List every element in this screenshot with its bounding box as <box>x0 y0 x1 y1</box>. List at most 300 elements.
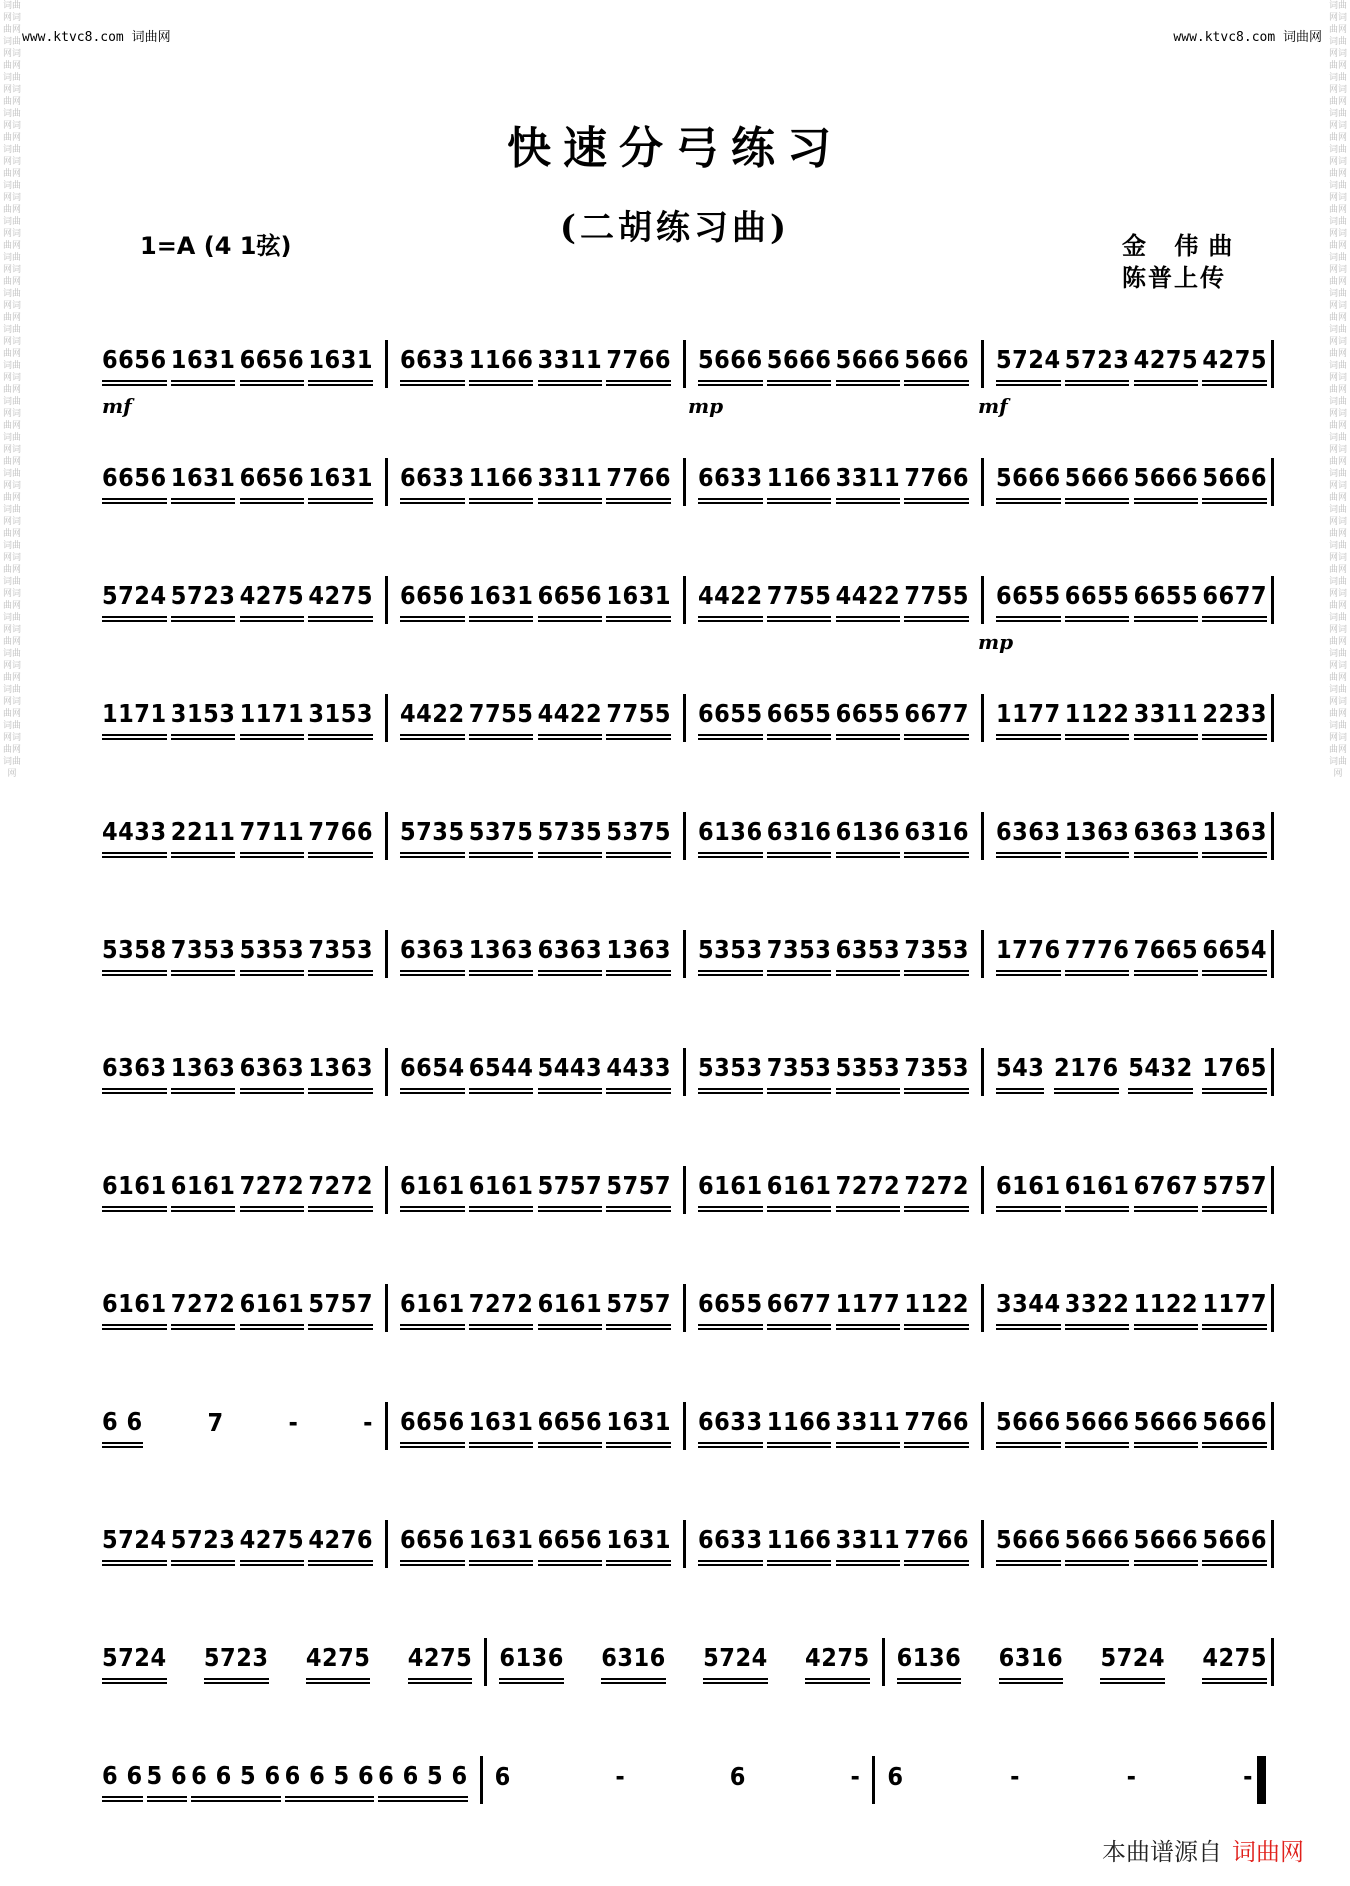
note-group: - <box>850 1761 861 1791</box>
note-group: 5723 <box>1065 347 1130 382</box>
note-group: 7766 <box>904 1409 969 1444</box>
note-group: 6633 <box>698 1409 763 1444</box>
measure <box>992 1052 1271 1090</box>
note-group: 6 <box>729 1761 746 1791</box>
note-group: 6161 <box>1065 1173 1130 1208</box>
barline <box>1271 1166 1274 1214</box>
note-group: 5724 <box>102 583 167 618</box>
barline <box>1271 1048 1274 1096</box>
score-system <box>98 1362 1274 1480</box>
note-group: 6633 <box>400 465 465 500</box>
measure <box>98 1642 476 1680</box>
barline <box>683 1284 686 1332</box>
measure <box>694 1170 973 1208</box>
note-group: - <box>1126 1761 1137 1791</box>
measure <box>883 1761 1257 1797</box>
note-group: 6655 <box>996 583 1061 618</box>
measure <box>396 1524 675 1562</box>
score-system <box>98 1008 1274 1126</box>
barline <box>981 458 984 506</box>
note-group: 543 <box>996 1055 1044 1090</box>
dynamic-marking: mp <box>688 394 724 418</box>
note-group: 5 6 <box>147 1763 188 1798</box>
note-group: 3311 <box>538 465 603 500</box>
score-system <box>98 890 1274 1008</box>
note-group: 1363 <box>606 937 671 972</box>
system-row <box>98 1280 1274 1336</box>
system-row <box>98 454 1274 510</box>
key-signature: 1=A (4 1弦) <box>140 232 292 260</box>
note-group: 1171 <box>102 701 167 736</box>
note-group: 7766 <box>606 465 671 500</box>
note-group: 2176 <box>1054 1055 1119 1090</box>
barline <box>683 1166 686 1214</box>
measure <box>694 1406 973 1444</box>
note-group: 3311 <box>836 1527 901 1562</box>
barline <box>981 340 984 388</box>
note-group: 6316 <box>601 1645 666 1680</box>
measure <box>694 462 973 500</box>
barline <box>683 576 686 624</box>
footer-source-label: 本曲谱源自 <box>1102 1838 1222 1866</box>
note-group: 1122 <box>1134 1291 1199 1326</box>
barline <box>981 1166 984 1214</box>
note-group: 6353 <box>836 937 901 972</box>
note-group: 1166 <box>767 465 832 500</box>
measure <box>992 934 1271 972</box>
final-barline <box>1257 1756 1266 1804</box>
note-group: 1631 <box>308 347 373 382</box>
note-group: 1631 <box>171 347 236 382</box>
note-group: 1363 <box>171 1055 236 1090</box>
measure <box>98 580 377 618</box>
measure <box>98 1170 377 1208</box>
system-row <box>98 1634 1274 1690</box>
note-group: 1631 <box>171 465 236 500</box>
note-group: 5735 <box>400 819 465 854</box>
barline <box>981 1402 984 1450</box>
barline <box>1271 340 1274 388</box>
measure <box>992 1288 1271 1326</box>
note-group: 5666 <box>996 465 1061 500</box>
note-group: 5724 <box>996 347 1061 382</box>
note-group: 1363 <box>308 1055 373 1090</box>
note-group: 5666 <box>1202 1409 1267 1444</box>
measure <box>396 698 675 736</box>
barline <box>981 694 984 742</box>
uploader-credit: 陈普上传 <box>1122 263 1226 292</box>
measure <box>694 1288 973 1326</box>
side-watermark-left: 词曲网词曲网词曲网词曲网词曲网词曲网词曲网词曲网词曲网词曲网词曲网词曲网词曲网词曲网词曲网词曲网词曲网词曲网词曲网词曲网词曲网词曲网词曲网词曲网词曲网词曲网词曲网词曲网词曲网词曲网词曲网词曲网词曲网词曲网词曲网词曲网词曲网词曲网词曲网词曲网词曲网词曲网词曲网 <box>2 1 21 779</box>
note-group: 1177 <box>996 701 1061 736</box>
note-group: 4275 <box>1202 1645 1267 1680</box>
note-group: 5724 <box>1100 1645 1165 1680</box>
barline <box>385 694 388 742</box>
measure <box>98 816 377 854</box>
note-group: 6161 <box>102 1173 167 1208</box>
note-group: 1776 <box>996 937 1061 972</box>
note-group: 6656 <box>538 583 603 618</box>
note-group: 5666 <box>996 1527 1061 1562</box>
note-group: 4422 <box>400 701 465 736</box>
measure <box>396 1288 675 1326</box>
note-group: 5735 <box>538 819 603 854</box>
note-group: 1171 <box>240 701 305 736</box>
note-group: 4275 <box>308 583 373 618</box>
note-group: 4433 <box>606 1055 671 1090</box>
measure <box>495 1642 873 1680</box>
dynamic-marking: mp <box>978 630 1014 654</box>
measure <box>992 462 1271 500</box>
footer-site-link[interactable]: 词曲网 <box>1232 1838 1304 1866</box>
note-group: 5666 <box>1134 465 1199 500</box>
note-group: 6767 <box>1134 1173 1199 1208</box>
note-group: 4275 <box>1134 347 1199 382</box>
measure <box>694 344 973 382</box>
note-group: 1166 <box>767 1409 832 1444</box>
score-system <box>98 536 1274 654</box>
score-system <box>98 300 1274 418</box>
system-row <box>98 1162 1274 1218</box>
measure <box>694 934 973 972</box>
source-footer <box>1102 1832 1304 1867</box>
note-group: 7353 <box>767 937 832 972</box>
note-group: 1631 <box>606 1527 671 1562</box>
note-group: 7353 <box>904 937 969 972</box>
measure <box>694 1524 973 1562</box>
note-group: 5443 <box>538 1055 603 1090</box>
note-group: 6316 <box>999 1645 1064 1680</box>
note-group: 6136 <box>897 1645 962 1680</box>
note-group: 7 <box>207 1407 224 1437</box>
measure <box>396 934 675 972</box>
note-group: 7272 <box>904 1173 969 1208</box>
barline <box>683 694 686 742</box>
barline <box>1271 930 1274 978</box>
note-group: 6 <box>887 1761 904 1791</box>
measure <box>893 1642 1271 1680</box>
note-group: 5757 <box>606 1173 671 1208</box>
barline <box>1271 1284 1274 1332</box>
note-group: 3153 <box>171 701 236 736</box>
note-group: 5666 <box>1065 1527 1130 1562</box>
system-row <box>98 1752 1274 1808</box>
barline <box>385 458 388 506</box>
barline <box>981 576 984 624</box>
note-group: 5723 <box>171 1527 236 1562</box>
measure <box>694 1052 973 1090</box>
measure <box>992 698 1271 736</box>
barline <box>683 1402 686 1450</box>
note-group: 5757 <box>1202 1173 1267 1208</box>
note-group: 5353 <box>836 1055 901 1090</box>
barline <box>981 930 984 978</box>
barline <box>385 1166 388 1214</box>
barline <box>981 812 984 860</box>
note-group: 5375 <box>469 819 534 854</box>
measure <box>98 1288 377 1326</box>
note-group: 6 <box>494 1761 511 1791</box>
barline <box>385 1284 388 1332</box>
note-group: 3311 <box>538 347 603 382</box>
barline <box>385 340 388 388</box>
note-group: 4422 <box>698 583 763 618</box>
barline <box>385 930 388 978</box>
note-group: 6161 <box>400 1291 465 1326</box>
note-group: 5666 <box>836 347 901 382</box>
note-group: 6 6 <box>102 1763 143 1798</box>
note-group: 6 6 <box>102 1409 143 1444</box>
note-group: 6655 <box>698 1291 763 1326</box>
note-group: 3153 <box>308 701 373 736</box>
note-group: 5666 <box>767 347 832 382</box>
barline <box>1271 812 1274 860</box>
system-row <box>98 926 1274 982</box>
note-group: 5666 <box>1202 465 1267 500</box>
note-group: 6655 <box>698 701 763 736</box>
score-subtitle: (二胡练习曲) <box>559 208 791 248</box>
note-group: 6 6 5 6 <box>191 1763 281 1798</box>
note-group: 6161 <box>767 1173 832 1208</box>
note-group: 5724 <box>102 1527 167 1562</box>
side-watermark-right: 词曲网词曲网词曲网词曲网词曲网词曲网词曲网词曲网词曲网词曲网词曲网词曲网词曲网词曲网词曲网词曲网词曲网词曲网词曲网词曲网词曲网词曲网词曲网词曲网词曲网词曲网词曲网词曲网词曲网词曲网词曲网词曲网词曲网词曲网词曲网词曲网词曲网词曲网词曲网词曲网词曲网词曲网词曲网 <box>1328 1 1347 779</box>
barline <box>981 1520 984 1568</box>
note-group: 7766 <box>904 1527 969 1562</box>
barline <box>385 1520 388 1568</box>
barline <box>882 1638 885 1686</box>
note-group: 5353 <box>240 937 305 972</box>
note-group: 5723 <box>171 583 236 618</box>
note-group: 5757 <box>538 1173 603 1208</box>
note-group: 7353 <box>767 1055 832 1090</box>
note-group: 1631 <box>606 1409 671 1444</box>
note-group: 6363 <box>400 937 465 972</box>
measure <box>396 1052 675 1090</box>
note-group: 6136 <box>698 819 763 854</box>
note-group: 5723 <box>204 1645 269 1680</box>
measure <box>98 1052 377 1090</box>
note-group: 6363 <box>240 1055 305 1090</box>
note-group: 1765 <box>1202 1055 1267 1090</box>
note-group: 7353 <box>171 937 236 972</box>
note-group: 6656 <box>240 465 305 500</box>
score-body <box>98 300 1274 1834</box>
note-group: 2211 <box>171 819 236 854</box>
score-system <box>98 1716 1274 1834</box>
note-group: 6656 <box>400 1527 465 1562</box>
note-group: 6 6 5 6 <box>285 1763 375 1798</box>
note-group: 6161 <box>698 1173 763 1208</box>
measure <box>396 1170 675 1208</box>
note-group: 5666 <box>996 1409 1061 1444</box>
note-group: 7711 <box>240 819 305 854</box>
note-group: 1122 <box>904 1291 969 1326</box>
note-group: 6655 <box>1065 583 1130 618</box>
note-group: 6363 <box>996 819 1061 854</box>
note-group: 6656 <box>538 1527 603 1562</box>
score-system <box>98 1480 1274 1598</box>
note-group: 1363 <box>469 937 534 972</box>
note-group: 6363 <box>102 1055 167 1090</box>
note-group: 3311 <box>1134 701 1199 736</box>
note-group: 1631 <box>469 1409 534 1444</box>
score-system <box>98 1598 1274 1716</box>
note-group: 5358 <box>102 937 167 972</box>
measure <box>98 934 377 972</box>
note-group: 7766 <box>606 347 671 382</box>
measure <box>396 462 675 500</box>
measure <box>694 580 973 618</box>
note-group: 1122 <box>1065 701 1130 736</box>
note-group: 7766 <box>308 819 373 854</box>
note-group: 5353 <box>698 1055 763 1090</box>
measure <box>396 580 675 618</box>
note-group: 7272 <box>171 1291 236 1326</box>
measure <box>694 698 973 736</box>
note-group: 1177 <box>1202 1291 1267 1326</box>
note-group: 5724 <box>102 1645 167 1680</box>
note-group: 4433 <box>102 819 167 854</box>
system-row <box>98 1398 1274 1454</box>
note-group: 1166 <box>767 1527 832 1562</box>
note-group: 7353 <box>904 1055 969 1090</box>
measure <box>98 462 377 500</box>
note-group: 5666 <box>1134 1409 1199 1444</box>
barline <box>683 1520 686 1568</box>
barline <box>683 930 686 978</box>
system-row <box>98 808 1274 864</box>
note-group: 5757 <box>606 1291 671 1326</box>
note-group: 1631 <box>308 465 373 500</box>
note-group: 6161 <box>400 1173 465 1208</box>
barline <box>1271 576 1274 624</box>
score-system <box>98 654 1274 772</box>
note-group: - <box>288 1407 299 1437</box>
note-group: 1177 <box>836 1291 901 1326</box>
note-group: 6655 <box>767 701 832 736</box>
note-group: 1631 <box>469 583 534 618</box>
note-group: 1166 <box>469 347 534 382</box>
score-system <box>98 418 1274 536</box>
barline <box>484 1638 487 1686</box>
note-group: 7755 <box>767 583 832 618</box>
measure <box>491 1761 865 1797</box>
note-group: 6655 <box>1134 583 1199 618</box>
note-group: 4275 <box>1202 347 1267 382</box>
note-group: 6633 <box>698 1527 763 1562</box>
note-group: 6656 <box>400 1409 465 1444</box>
note-group: 6677 <box>904 701 969 736</box>
measure <box>992 816 1271 854</box>
note-group: 7353 <box>308 937 373 972</box>
note-group: 1631 <box>469 1527 534 1562</box>
note-group: 5724 <box>703 1645 768 1680</box>
system-row <box>98 572 1274 628</box>
note-group: 4422 <box>538 701 603 736</box>
note-group: 5666 <box>1134 1527 1199 1562</box>
note-group: 6161 <box>469 1173 534 1208</box>
note-group: 5666 <box>1202 1527 1267 1562</box>
note-group: 5666 <box>698 347 763 382</box>
note-group: 7755 <box>904 583 969 618</box>
barline <box>385 812 388 860</box>
score-system <box>98 1126 1274 1244</box>
note-group: 6136 <box>836 819 901 854</box>
barline <box>1271 1402 1274 1450</box>
measure <box>98 1524 377 1562</box>
barline <box>683 458 686 506</box>
measure <box>992 1170 1271 1208</box>
note-group: 4422 <box>836 583 901 618</box>
barline <box>872 1756 875 1804</box>
note-group: 1166 <box>469 465 534 500</box>
note-group: 6677 <box>767 1291 832 1326</box>
note-group: 3311 <box>836 465 901 500</box>
note-group: 7272 <box>240 1173 305 1208</box>
note-group: 6161 <box>996 1173 1061 1208</box>
note-group: 6544 <box>469 1055 534 1090</box>
barline <box>683 1048 686 1096</box>
note-group: - <box>1010 1761 1020 1791</box>
note-group: 5432 <box>1128 1055 1193 1090</box>
note-group: 2233 <box>1202 701 1267 736</box>
note-group: 4275 <box>805 1645 870 1680</box>
barline <box>683 812 686 860</box>
note-group: 4275 <box>306 1645 371 1680</box>
note-group: 5375 <box>606 819 671 854</box>
note-group: 1631 <box>606 583 671 618</box>
note-group: 5666 <box>1065 465 1130 500</box>
composer-credit: 金 伟曲 <box>1122 231 1243 260</box>
note-group: 7272 <box>469 1291 534 1326</box>
site-header-left: www.ktvc8.com 词曲网 <box>22 30 171 45</box>
note-group: 7665 <box>1134 937 1199 972</box>
measure <box>992 580 1271 618</box>
note-group: 4275 <box>240 583 305 618</box>
note-group: 7755 <box>606 701 671 736</box>
measure <box>694 816 973 854</box>
note-group: 6161 <box>171 1173 236 1208</box>
note-group: 6656 <box>102 347 167 382</box>
note-group: 7766 <box>904 465 969 500</box>
note-group: 6 6 5 6 <box>378 1763 468 1798</box>
note-group: 6316 <box>767 819 832 854</box>
note-group: 6677 <box>1202 583 1267 618</box>
note-group: 5666 <box>1065 1409 1130 1444</box>
note-group: 6161 <box>102 1291 167 1326</box>
note-group: 1363 <box>1202 819 1267 854</box>
note-group: 5666 <box>904 347 969 382</box>
note-group: 4275 <box>408 1645 473 1680</box>
measure <box>98 1406 377 1444</box>
measure <box>992 344 1271 382</box>
system-row <box>98 336 1274 392</box>
dynamic-marking: mf <box>978 394 1008 418</box>
note-group: 3311 <box>836 1409 901 1444</box>
dynamic-marking: mf <box>102 394 132 418</box>
note-group: 6161 <box>240 1291 305 1326</box>
system-row <box>98 1516 1274 1572</box>
note-group: 4275 <box>240 1527 305 1562</box>
barline <box>683 340 686 388</box>
note-group: - <box>615 1761 626 1791</box>
note-group: 7272 <box>308 1173 373 1208</box>
note-group: 6656 <box>538 1409 603 1444</box>
measure <box>992 1406 1271 1444</box>
note-group: 7776 <box>1065 937 1130 972</box>
barline <box>981 1284 984 1332</box>
note-group: 6654 <box>1202 937 1267 972</box>
